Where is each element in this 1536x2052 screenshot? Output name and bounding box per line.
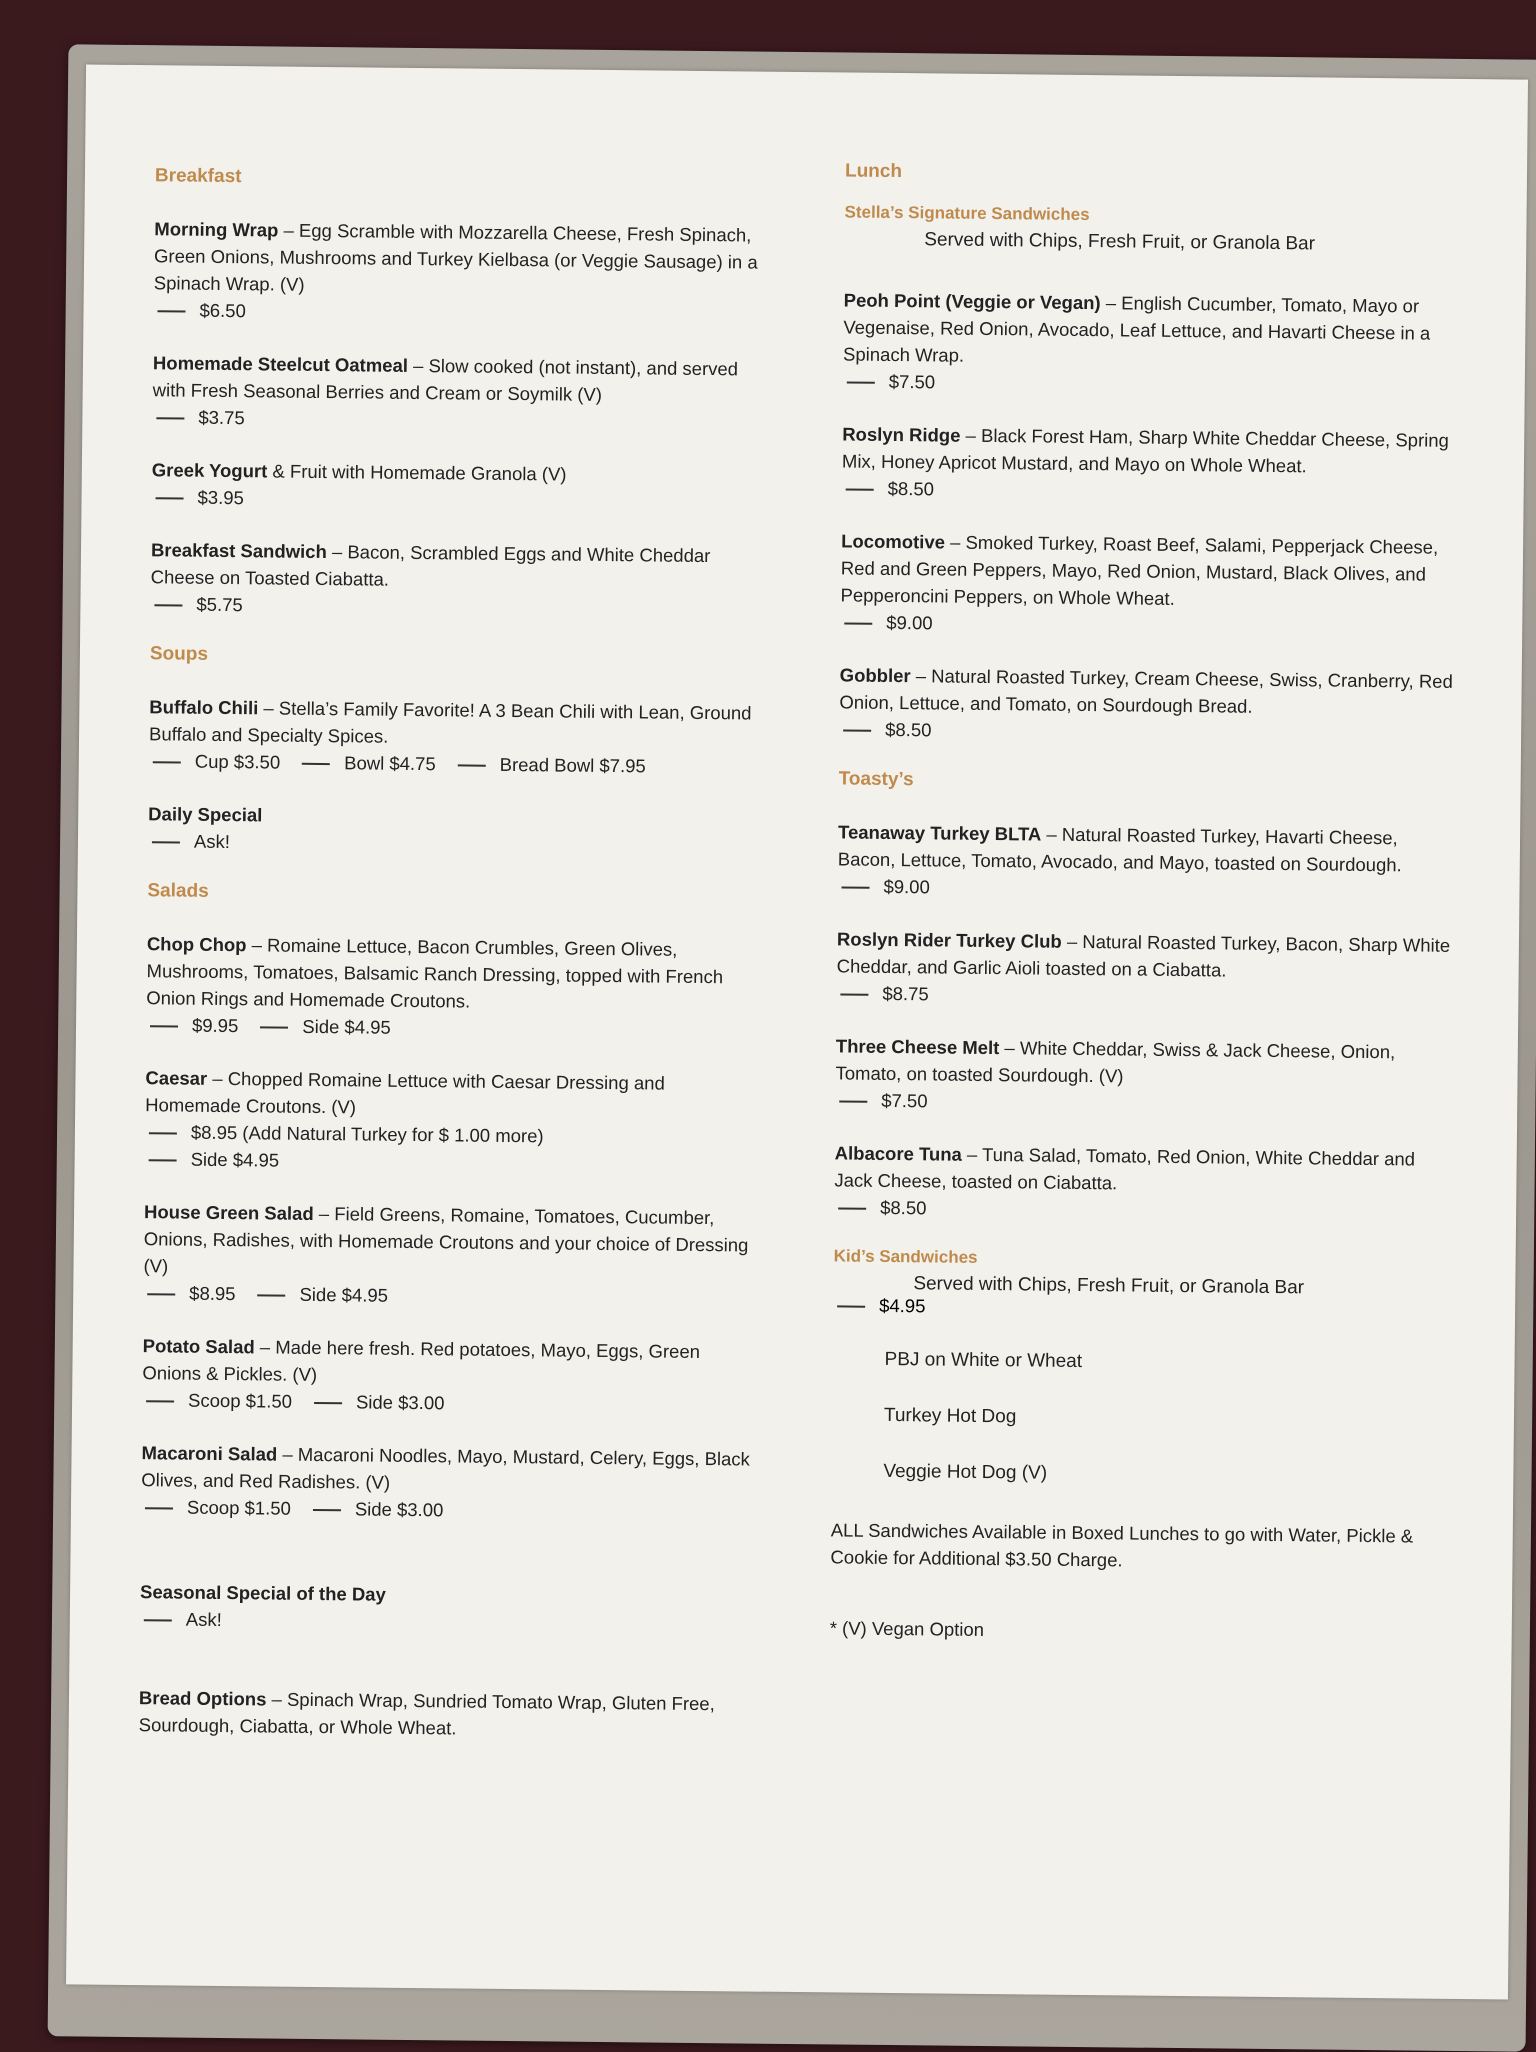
item-price: Side $4.95 [302,1015,391,1038]
menu-item [153,215,774,329]
menu-item [150,536,771,623]
boxed-lunch-note: ALL Sandwiches Available in Boxed Lunches to go with Water, Pickle & Cookie for Additional $3.50 Charge. [830,1519,1414,1571]
subsection-title-kids: Kid’s Sandwiches [833,1246,978,1267]
item-name: Three Cheese Melt [835,1035,1000,1059]
item-price: Side $3.00 [355,1391,445,1414]
menu-item [835,1032,1456,1119]
item-name: Seasonal Special of the Day [139,1581,386,1605]
item-desc: – Macaroni Noodles, Mayo, Mustard, Celery, Eggs, Black Olives, and Red Radishes. (V) [141,1443,750,1493]
item-price: $5.75 [196,593,243,616]
menu-page [66,65,1528,2000]
item-price: Side $3.00 [354,1498,444,1521]
item-price: Scoop $1.50 [186,1496,292,1519]
item-desc: – Tuna Salad, Tomato, Red Onion, White Cheddar and Jack Cheese, toasted on Ciabatta. [834,1143,1416,1194]
menu-item [146,930,767,1044]
item-price: Bread Bowl $7.95 [499,753,646,777]
item-desc: – Bacon, Scrambled Eggs and White Cheddar Cheese on Toasted Ciabatta. [150,541,711,590]
item-desc: – Spinach Wrap, Sundried Tomato Wrap, Gluten Free, Sourdough, Ciabatta, or Whole Wheat. [138,1688,715,1739]
item-desc: – Smoked Turkey, Roast Beef, Salami, Pepperjack Cheese, Red and Green Peppers, Mayo, Red Onion, Mustard, Black Olives, and Pepperoncini Peppers, on Whole Wheat. [840,531,1439,609]
item-desc: – English Cucumber, Tomato, Mayo or Vegenaise, Red Onion, Avocado, Leaf Lettuce, and Havarti Cheese in a Spinach Wrap. [842,292,1431,366]
menu-item [149,693,770,780]
item-name: Potato Salad [142,1335,255,1358]
item-price: $8.75 [882,982,929,1005]
menu-item [141,1439,762,1526]
item-desc: – Black Forest Ham, Sharp White Cheddar Cheese, Spring Mix, Honey Apricot Mustard, and Mayo on Whole Wheat. [841,424,1449,477]
item-price: Ask! [193,830,231,853]
item-name: Daily Special [148,803,263,826]
item-name: Greek Yogurt [151,459,268,482]
item-name: Roslyn Rider Turkey Club [836,928,1062,952]
menu-item [142,1332,763,1419]
item-desc: – Egg Scramble with Mozzarella Cheese, Fresh Spinach, Green Onions, Mushrooms and Turkey Kielbasa (or Veggie Sausage) in a Spinach Wrap. (V) [153,219,758,295]
menu-item [151,456,772,516]
kids-option: PBJ on White or Wheat [884,1348,1083,1373]
item-desc: – Made here fresh. Red potatoes, Mayo, Eggs, Green Onions & Pickles. (V) [142,1336,701,1385]
item-price: Cup $3.50 [194,750,281,773]
item-price: $3.75 [198,406,245,429]
menu-item [836,925,1457,1012]
item-desc: – Natural Roasted Turkey, Bacon, Sharp White Cheddar, and Garlic Aioli toasted on a Ciabatta. [836,930,1451,981]
menu-item [837,818,1458,905]
item-desc: – Natural Roasted Turkey, Havarti Cheese, Bacon, Lettuce, Tomato, Avocado, and Mayo, toasted on Sourdough. [837,823,1402,876]
item-price: $4.95 [879,1294,926,1317]
menu-item [840,527,1461,641]
item-price: $7.50 [888,370,936,393]
item-name: Peoh Point (Veggie or Vegan) [843,289,1101,314]
left-column [138,165,775,1770]
kids-option: Veggie Hot Dog (V) [883,1460,1048,1484]
menu-item [144,1064,765,1178]
vegan-legend: * (V) Vegan Option [829,1617,985,1640]
subsection-title-signature: Stella’s Signature Sandwiches [844,202,1090,225]
item-price: $9.00 [886,611,933,634]
item-price: $7.50 [881,1089,928,1112]
item-price: Ask! [185,1608,222,1631]
item-desc: – Field Greens, Romaine, Tomatoes, Cucumber, Onions, Radishes, with Homemade Croutons and your choice of Dressing (V) [143,1202,749,1277]
item-price: Side $4.95 [190,1148,280,1171]
menu-item [834,1139,1455,1226]
item-name: Caesar [145,1067,208,1089]
kids-option: Turkey Hot Dog [883,1404,1017,1428]
item-name: Albacore Tuna [834,1142,962,1165]
item-price: $8.50 [885,718,932,741]
section-title-breakfast: Breakfast [154,165,242,188]
item-price: $8.50 [887,477,935,500]
item-price: $3.95 [197,486,244,509]
item-name: Gobbler [839,664,911,687]
section-title-soups: Soups [149,643,209,665]
item-name: Bread Options [138,1687,267,1710]
item-price: $8.95 [189,1282,236,1305]
serving-note: Served with Chips, Fresh Fruit, or Granola Bar [913,1273,1305,1299]
item-name: Teanaway Turkey BLTA [837,821,1042,845]
item-desc: – Natural Roasted Turkey, Cream Cheese, Swiss, Cranberry, Red Onion, Lettuce, and Tomato, on Sourdough Bread. [839,665,1453,717]
menu-item [148,800,769,860]
item-price: Side $4.95 [299,1283,389,1306]
item-price: $8.95 (Add Natural Turkey for $ 1.00 more) [190,1121,544,1147]
serving-note: Served with Chips, Fresh Fruit, or Granola Bar [924,229,1316,255]
item-desc: – Romaine Lettuce, Bacon Crumbles, Green Olives, Mushrooms, Tomatoes, Balsamic Ranch Dressing, topped with French Onion Rings and Homemade Croutons. [146,934,724,1012]
menu-item [842,420,1463,507]
bread-options [139,1684,760,1744]
item-name: Macaroni Salad [141,1442,278,1465]
item-price: Bowl $4.75 [344,752,436,775]
item-price: $6.50 [199,299,246,322]
item-name: Chop Chop [146,933,247,956]
item-desc: – Stella’s Family Favorite! A 3 Bean Chili with Lean, Ground Buffalo and Specialty Spices. [148,697,752,747]
seasonal-special [140,1578,761,1638]
item-desc: – White Cheddar, Swiss & Jack Cheese, Onion, Tomato, on toasted Sourdough. (V) [835,1037,1396,1087]
item-name: Locomotive [841,530,946,553]
item-name: Buffalo Chili [149,696,259,719]
item-name: House Green Salad [143,1201,314,1224]
menu-item [839,661,1460,748]
right-column [830,160,1465,1647]
item-price: $9.00 [883,875,930,898]
menu-item [143,1198,764,1312]
item-name: Roslyn Ridge [842,423,961,446]
section-title-lunch: Lunch [844,160,903,183]
section-title-toasty: Toasty’s [838,768,914,791]
item-price: $9.95 [191,1014,239,1037]
item-name: Morning Wrap [154,218,279,241]
section-title-salads: Salads [147,880,209,902]
menu-item [152,349,773,436]
item-desc: & Fruit with Homemade Granola (V) [267,460,567,485]
item-name: Homemade Steelcut Oatmeal [152,352,409,376]
item-desc: – Chopped Romaine Lettuce with Caesar Dressing and Homemade Croutons. (V) [145,1067,665,1118]
item-desc: – Slow cooked (not instant), and served with Fresh Seasonal Berries and Cream or Soymilk (V) [152,354,739,405]
item-price: Scoop $1.50 [188,1389,293,1412]
menu-item [843,286,1464,400]
item-name: Breakfast Sandwich [150,539,327,563]
item-price: $8.50 [880,1196,927,1219]
